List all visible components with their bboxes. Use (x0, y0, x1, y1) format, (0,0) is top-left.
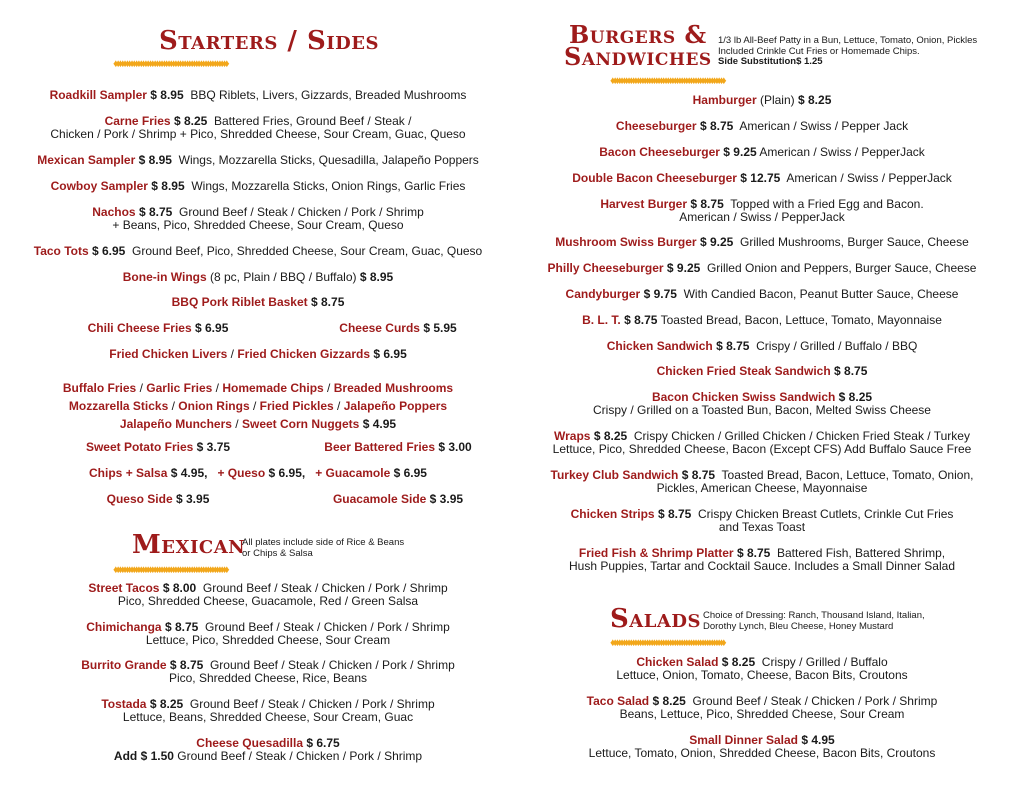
item-price: $ 8.95 (359, 270, 394, 284)
note-line: Choice of Dressing: Ranch, Thousand Island, Italian, (703, 610, 925, 621)
item-desc: With Candied Bacon, Peanut Butter Sauce, Cheese (683, 287, 959, 301)
separator: / (327, 381, 331, 395)
item-price: $ 3.00 (438, 440, 472, 454)
note-line: or Chips & Salsa (242, 547, 313, 559)
item-price: $ 8.75 (164, 620, 199, 634)
item-desc: Crispy / Grilled / Buffalo / BBQ (756, 339, 918, 353)
item-price: $ 9.75 (643, 287, 677, 301)
item-price: $ 6.95, (268, 466, 306, 480)
item-price: $ 8.75 (834, 364, 868, 378)
item-price: $ 12.75 (740, 171, 781, 185)
menu-item (18, 89, 498, 102)
item-name: Mushroom Swiss Burger (555, 235, 697, 249)
item-desc: Ground Beef / Steak / Chicken / Pork / Shrimp (178, 205, 424, 219)
separator: / (252, 399, 257, 413)
menu-item (293, 441, 503, 454)
menu-item (532, 734, 992, 760)
item-desc-line2: Pico, Shredded Cheese, Rice, Beans (168, 671, 368, 685)
menu-item (532, 391, 992, 417)
item-desc-line2: Crispy / Grilled on a Toasted Bun, Bacon, Melted Swiss Cheese (593, 403, 931, 417)
item-price: $ 8.75 (624, 313, 658, 327)
item-price: $ 3.95 (429, 492, 464, 506)
item-desc: (Plain) (759, 93, 795, 107)
item-name: Fried Chicken Gizzards (237, 347, 371, 361)
menu-item (532, 198, 992, 224)
item-name: Guacamole Side (332, 492, 427, 506)
item-desc: Crispy / Grilled / Buffalo (761, 655, 888, 669)
item-price: $ 8.75 (716, 339, 750, 353)
menu-item (18, 348, 498, 361)
menu-item (18, 737, 518, 763)
item-price: $ 6.95 (373, 347, 407, 361)
item-desc: Crispy Chicken / Grilled Chicken / Chicken Fried Steak / Turkey (633, 429, 970, 443)
item-price: $ 8.25 (173, 114, 208, 128)
menu-item (293, 493, 503, 506)
item-name: Roadkill Sampler (49, 88, 147, 102)
item-name: Taco Tots (33, 244, 89, 258)
item-name: Breaded Mushrooms (333, 381, 454, 395)
menu-item (18, 698, 518, 724)
menu-item (18, 206, 498, 232)
menu-item (18, 659, 518, 685)
item-desc-line2: Pico, Shredded Cheese, Guacamole, Red / Green Salsa (117, 594, 419, 608)
item-price: $ 8.75 (311, 295, 345, 309)
item-desc: Ground Beef / Steak / Chicken / Pork / Shrimp (209, 658, 455, 672)
item-name: Garlic Fries (146, 381, 213, 395)
item-name: Sweet Potato Fries (85, 440, 194, 454)
item-price: $ 9.25 (666, 261, 701, 275)
item-price: $ 8.75 (138, 205, 173, 219)
item-price: $ 8.95 (138, 153, 172, 167)
item-price: $ 8.75 (699, 119, 734, 133)
item-name: BBQ Pork Riblet Basket (171, 295, 308, 309)
item-price: $ 5.95 (423, 321, 457, 335)
mexican-divider: ♦♦♦♦♦♦♦♦♦♦♦♦♦♦♦♦♦♦♦♦♦♦♦♦♦♦♦♦♦♦♦♦♦♦♦♦♦♦♦♦♦♦♦♦♦♦♦♦♦ (113, 565, 227, 575)
item-price: $ 4.95 (362, 417, 397, 431)
menu-item (18, 115, 498, 141)
menu-item (532, 547, 992, 573)
mexican-note (242, 538, 404, 559)
item-price: $ 8.00 (162, 581, 197, 595)
item-desc: Ground Beef, Pico, Shredded Cheese, Sour Cream, Guac, Queso (132, 244, 483, 258)
menu-item (18, 245, 498, 258)
item-desc: Wings, Mozzarella Sticks, Quesadilla, Jalapeño Poppers (178, 153, 479, 167)
menu-item (532, 314, 992, 327)
item-name: Bacon Cheeseburger (599, 145, 720, 159)
item-name: Sweet Corn Nuggets (241, 417, 360, 431)
item-name: Burrito Grande (81, 658, 167, 672)
item-price: $ 6.95 (91, 244, 126, 258)
add-price: Add $ 1.50 (113, 749, 174, 763)
item-name: Chili Cheese Fries (87, 321, 192, 335)
item-desc: (8 pc, Plain / BBQ / Buffalo) (210, 270, 357, 284)
note-line: Dorothy Lynch, Bleu Cheese, Honey Mustard (703, 620, 894, 632)
menu-item (18, 271, 498, 284)
menu-item (58, 441, 258, 454)
menu-item (532, 508, 992, 534)
item-desc: Battered Fries, Ground Beef / Steak / (213, 114, 412, 128)
burgers-divider: ♦♦♦♦♦♦♦♦♦♦♦♦♦♦♦♦♦♦♦♦♦♦♦♦♦♦♦♦♦♦♦♦♦♦♦♦♦♦♦♦♦♦♦♦♦♦♦♦♦ (610, 76, 724, 86)
item-name: Candyburger (565, 287, 641, 301)
item-desc: Crispy Chicken Breast Cutlets, Crinkle Cut Fries (698, 507, 954, 521)
menu-item (532, 430, 992, 456)
item-name: Philly Cheeseburger (547, 261, 664, 275)
item-name: Chicken Sandwich (606, 339, 713, 353)
menu-item (532, 469, 992, 495)
item-price: $ 3.95 (176, 492, 210, 506)
item-name: Chips (89, 466, 123, 480)
item-desc: Grilled Onion and Peppers, Burger Sauce, Cheese (706, 261, 977, 275)
item-desc: Grilled Mushrooms, Burger Sauce, Cheese (739, 235, 969, 249)
item-name: Cheeseburger (615, 119, 697, 133)
menu-item (532, 172, 992, 185)
item-desc-line2: Lettuce, Tomato, Onion, Shredded Cheese, Bacon Bits, Croutons (588, 746, 936, 760)
item-price: $ 4.95, (170, 466, 208, 480)
item-desc: Topped with a Fried Egg and Bacon. (730, 197, 924, 211)
item-price: $ 8.25 (149, 697, 184, 711)
note-line: Included Crinkle Cut Fries or Homemade Chips. (718, 45, 920, 57)
item-name: + Guacamole (315, 466, 391, 480)
menu-item (58, 493, 258, 506)
item-name: Chimichanga (86, 620, 162, 634)
separator: / (230, 347, 234, 361)
item-name: Bone-in Wings (122, 270, 207, 284)
item-name: Mozzarella Sticks (68, 399, 169, 413)
item-price: $ 8.95 (150, 88, 184, 102)
item-name: Chicken Strips (570, 507, 655, 521)
menu-item (532, 146, 992, 159)
item-name: Buffalo Fries (62, 381, 137, 395)
item-desc-line2: Chicken / Pork / Shrimp + Pico, Shredded Cheese, Sour Cream, Guac, Queso (50, 127, 466, 141)
item-price: $ 8.75 (657, 507, 692, 521)
item-desc-line2: Lettuce, Pico, Shredded Cheese, Sour Cream (145, 633, 391, 647)
salads-note (703, 611, 925, 632)
starters-divider: ♦♦♦♦♦♦♦♦♦♦♦♦♦♦♦♦♦♦♦♦♦♦♦♦♦♦♦♦♦♦♦♦♦♦♦♦♦♦♦♦♦♦♦♦♦♦♦♦♦ (113, 59, 227, 69)
item-desc: Ground Beef / Steak / Chicken / Pork / Shrimp (202, 581, 448, 595)
item-price: $ 9.25 (723, 145, 757, 159)
item-name: Harvest Burger (600, 197, 688, 211)
item-name: Fried Pickles (259, 399, 334, 413)
separator: / (235, 417, 239, 431)
note-line: 1/3 lb All-Beef Patty in a Bun, Lettuce, Tomato, Onion, Pickles (718, 35, 978, 46)
item-price: $ 8.25 (721, 655, 756, 669)
item-desc: BBQ Riblets, Livers, Gizzards, Breaded Mushrooms (190, 88, 467, 102)
item-price: $ 9.25 (699, 235, 734, 249)
item-name: Street Tacos (88, 581, 160, 595)
item-price: $ 8.75 (736, 546, 771, 560)
burgers-note (718, 36, 977, 68)
menu-item (313, 322, 483, 335)
menu-item (532, 94, 992, 107)
menu-item (532, 262, 992, 275)
item-price: $ 8.75 (681, 468, 716, 482)
item-desc-line2: Ground Beef / Steak / Chicken / Pork / Shrimp (177, 749, 423, 763)
item-name: Fried Fish & Shrimp Platter (578, 546, 734, 560)
menu-item (18, 467, 498, 480)
item-desc-line2: Beans, Lettuce, Pico, Shredded Cheese, Sour Cream (619, 707, 905, 721)
menu-item-group (18, 379, 498, 433)
item-price: $ 8.95 (151, 179, 185, 193)
item-price: $ 8.75 (690, 197, 724, 211)
item-price: $ 8.25 (593, 429, 628, 443)
item-desc-line2: American / Swiss / PepperJack (679, 210, 845, 224)
item-name: Small Dinner Salad (689, 733, 798, 747)
menu-item (18, 582, 518, 608)
item-desc: Toasted Bread, Bacon, Lettuce, Tomato, Mayonnaise (660, 313, 942, 327)
menu-item (532, 120, 992, 133)
item-name: Cowboy Sampler (50, 179, 148, 193)
item-desc: American / Swiss / PepperJack (759, 145, 925, 159)
item-name: Wraps (554, 429, 591, 443)
separator: / (215, 381, 219, 395)
menu-item (532, 365, 992, 378)
burgers-title (564, 20, 712, 71)
item-name: Bacon Chicken Swiss Sandwich (651, 390, 836, 404)
plus-sign: + (125, 466, 133, 480)
item-price: $ 6.95 (195, 321, 229, 335)
menu-item (532, 695, 992, 721)
item-price: $ 8.25 (838, 390, 873, 404)
item-desc-line2: and Texas Toast (718, 520, 806, 534)
item-name: B. L. T. (582, 313, 621, 327)
item-desc: Ground Beef / Steak / Chicken / Pork / Shrimp (692, 694, 938, 708)
item-name: Chicken Fried Steak Sandwich (656, 364, 831, 378)
menu-item (18, 296, 498, 309)
item-name: Beer Battered Fries (324, 440, 435, 454)
item-name: Fried Chicken Livers (109, 347, 228, 361)
menu-item (18, 621, 518, 647)
item-name: Carne Fries (104, 114, 171, 128)
item-desc: Battered Fish, Battered Shrimp, (777, 546, 946, 560)
item-name: Cheese Curds (339, 321, 420, 335)
separator: / (337, 399, 341, 413)
item-name: Mexican Sampler (37, 153, 136, 167)
item-name: Jalapeño Poppers (343, 399, 448, 413)
menu-item (532, 288, 992, 301)
item-name: Onion Rings (178, 399, 250, 413)
item-desc-line2: Pickles, American Cheese, Mayonnaise (656, 481, 868, 495)
item-desc: Ground Beef / Steak / Chicken / Pork / Shrimp (204, 620, 450, 634)
menu-item (532, 656, 992, 682)
salads-divider: ♦♦♦♦♦♦♦♦♦♦♦♦♦♦♦♦♦♦♦♦♦♦♦♦♦♦♦♦♦♦♦♦♦♦♦♦♦♦♦♦♦♦♦♦♦♦♦♦♦ (610, 638, 724, 648)
item-desc: Wings, Mozzarella Sticks, Onion Rings, Garlic Fries (191, 179, 466, 193)
menu-item (58, 322, 258, 335)
item-price: $ 3.75 (196, 440, 231, 454)
item-name: Salsa (136, 466, 168, 480)
item-name: Homemade Chips (222, 381, 324, 395)
starters-title: Starters / Sides (159, 26, 379, 56)
item-price: $ 4.95 (801, 733, 835, 747)
item-desc-line2: + Beans, Pico, Shredded Cheese, Sour Cream, Queso (112, 218, 404, 232)
item-name: Jalapeño Munchers (119, 417, 232, 431)
item-desc-line2: Lettuce, Beans, Shredded Cheese, Sour Cream, Guac (122, 710, 414, 724)
item-name: Taco Salad (586, 694, 650, 708)
mexican-title: Mexican (132, 530, 246, 560)
salads-title: Salads (610, 604, 701, 634)
separator: / (139, 381, 143, 395)
item-name: Queso Side (106, 492, 173, 506)
item-desc-line2: Hush Puppies, Tartar and Cocktail Sauce. Includes a Small Dinner Salad (569, 559, 955, 573)
title-line: Burgers & (569, 20, 707, 49)
item-name: Hamburger (692, 93, 757, 107)
item-desc: American / Swiss / Pepper Jack (739, 119, 909, 133)
note-line: Side Substitution$ 1.25 (718, 56, 823, 67)
item-desc: Toasted Bread, Bacon, Lettuce, Tomato, Onion, (721, 468, 974, 482)
item-name: Double Bacon Cheeseburger (572, 171, 737, 185)
item-name: Tostada (101, 697, 147, 711)
item-name: Chicken Salad (636, 655, 719, 669)
item-name: + Queso (217, 466, 266, 480)
item-name: Nachos (92, 205, 136, 219)
menu-item (532, 236, 992, 249)
menu-item (18, 154, 498, 167)
item-name: Cheese Quesadilla (196, 736, 303, 750)
item-desc: Ground Beef / Steak / Chicken / Pork / Shrimp (189, 697, 435, 711)
separator: / (171, 399, 175, 413)
title-line: Sandwiches (564, 42, 712, 71)
item-desc: American / Swiss / PepperJack (786, 171, 952, 185)
item-desc-line2: Lettuce, Onion, Tomato, Cheese, Bacon Bits, Croutons (616, 668, 908, 682)
menu-item (18, 180, 498, 193)
item-price: $ 8.25 (798, 93, 832, 107)
item-desc-line2: Lettuce, Pico, Shredded Cheese, Bacon (Except CFS) Add Buffalo Sauce Free (552, 442, 972, 456)
note-line: All plates include side of Rice & Beans (242, 537, 405, 548)
item-price: $ 6.75 (306, 736, 340, 750)
item-price: $ 6.95 (393, 466, 427, 480)
menu-item (532, 340, 992, 353)
item-price: $ 8.75 (169, 658, 204, 672)
item-price: $ 8.25 (652, 694, 686, 708)
item-name: Turkey Club Sandwich (550, 468, 679, 482)
